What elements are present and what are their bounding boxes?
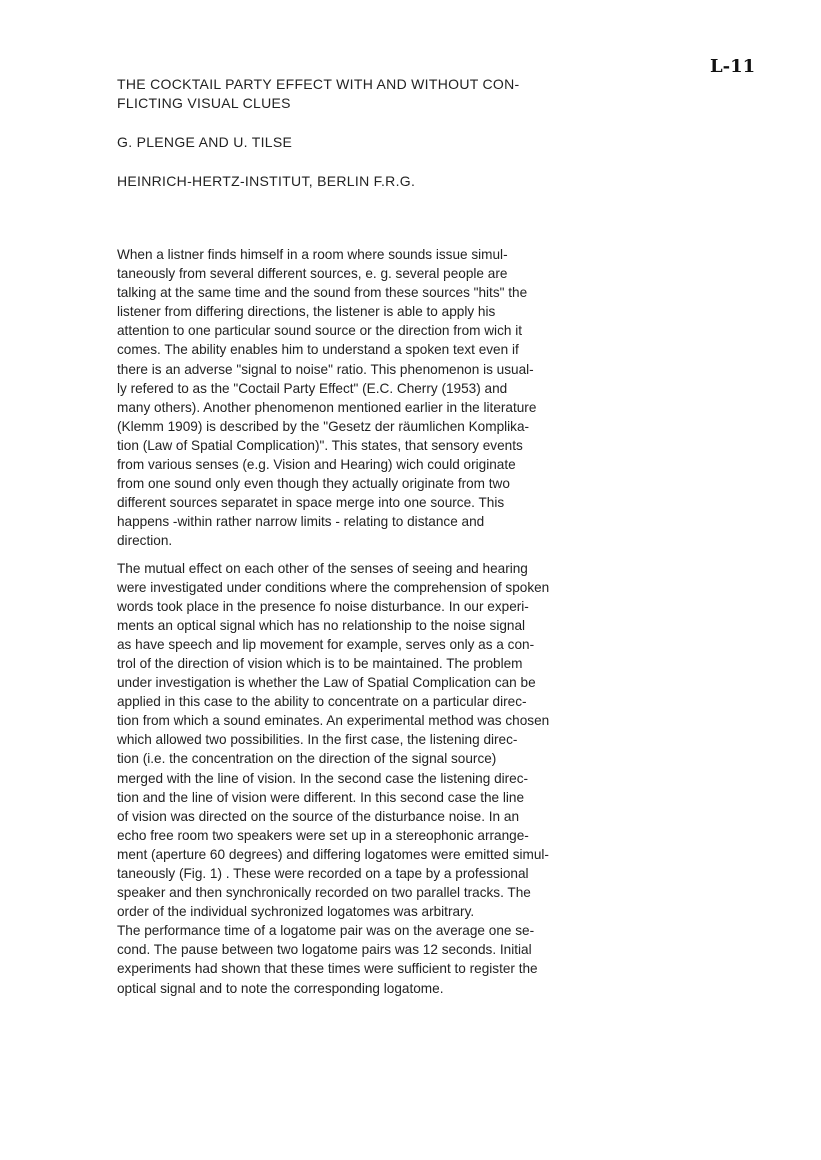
title-line-1: THE COCKTAIL PARTY EFFECT WITH AND WITHOUT CON- (117, 76, 520, 92)
text-line: taneously (Fig. 1) . These were recorded on a tape by a professional (117, 866, 529, 881)
title-line-2: FLICTING VISUAL CLUES (117, 95, 291, 111)
text-line: The performance time of a logatome pair was on the average one se- (117, 923, 535, 939)
text-line: under investigation is whether the Law of Spatial Complication can be (117, 675, 536, 691)
text-line: from one sound only even though they actually originate from two (117, 476, 510, 492)
body-text (117, 245, 727, 998)
text-line: echo free room two speakers were set up in a stereophonic arrange- (117, 827, 529, 843)
text-line: as have speech and lip movement for example, serves only as a con- (117, 636, 535, 652)
text-line: many others). Another phenomenon mentioned earlier in the literature (117, 399, 537, 415)
text-line: different sources separatet in space merge into one source. This (117, 495, 505, 511)
text-line: talking at the same time and the sound from these sources "hits" the (117, 285, 528, 301)
authors: G. PLENGE AND U. TILSE (117, 134, 293, 150)
institute: HEINRICH-HERTZ-INSTITUT, BERLIN F.R.G. (117, 173, 416, 189)
text-line: listener from differing directions, the listener is able to apply his (117, 304, 496, 320)
text-line: ments an optical signal which has no relationship to the noise signal (117, 617, 526, 633)
page-code: L-11 (710, 56, 756, 77)
text-line: attention to one particular sound source or the direction from wich it (117, 323, 523, 339)
text-line: happens -within rather narrow limits - relating to distance and (117, 514, 485, 530)
text-line: ment (aperture 60 degrees) and differing logatomes were emitted simul- (117, 846, 549, 862)
text-line: order of the individual sychronized logatomes was arbitrary. (117, 904, 475, 920)
text-line: tion from which a sound eminates. An experimental method was chosen (117, 713, 550, 729)
text-line: tion and the line of vision were different. In this second case the line (117, 789, 525, 805)
paragraph (117, 559, 727, 998)
text-line: optical signal and to note the corresponding logatome. (117, 980, 444, 996)
text-line: direction. (117, 533, 173, 549)
text-line: applied in this case to the ability to concentrate on a particular direc- (117, 694, 527, 710)
text-line: of vision was directed on the source of the disturbance noise. In an (117, 808, 520, 824)
text-line: trol of the direction of vision which is to be maintained. The problem (117, 655, 523, 671)
text-line: speaker and then synchronically recorded on two parallel tracks. The (117, 885, 531, 901)
text-line: from various senses (e.g. Vision and Hearing) wich could originate (117, 457, 516, 473)
text-line: comes. The ability enables him to understand a spoken text even if (117, 342, 519, 358)
text-line: words took place in the presence fo noise disturbance. In our experi- (117, 598, 529, 614)
text-line: taneously from several different sources, e. g. several people are (117, 266, 508, 282)
text-line: experiments had shown that these times were sufficient to register the (117, 961, 538, 977)
text-line: When a listner finds himself in a room where sounds issue simul- (117, 247, 508, 262)
text-line: ly refered to as the "Coctail Party Effect" (E.C. Cherry (1953) and (117, 380, 508, 396)
text-line: which allowed two possibilities. In the first case, the listening direc- (117, 732, 518, 748)
text-line: (Klemm 1909) is described by the "Gesetz der räumlichen Komplika- (117, 418, 530, 434)
text-line: The mutual effect on each other of the senses of seeing and hearing (117, 560, 528, 576)
text-line: merged with the line of vision. In the second case the listening direc- (117, 770, 529, 786)
text-line: were investigated under conditions where the comprehension of spoken (117, 579, 550, 595)
paragraph (117, 245, 727, 551)
text-line: tion (i.e. the concentration on the direction of the signal source) (117, 751, 497, 767)
text-line: tion (Law of Spatial Complication)". This states, that sensory events (117, 437, 523, 453)
text-line: cond. The pause between two logatome pairs was 12 seconds. Initial (117, 942, 532, 958)
text-line: there is an adverse "signal to noise" ratio. This phenomenon is usual- (117, 361, 534, 377)
